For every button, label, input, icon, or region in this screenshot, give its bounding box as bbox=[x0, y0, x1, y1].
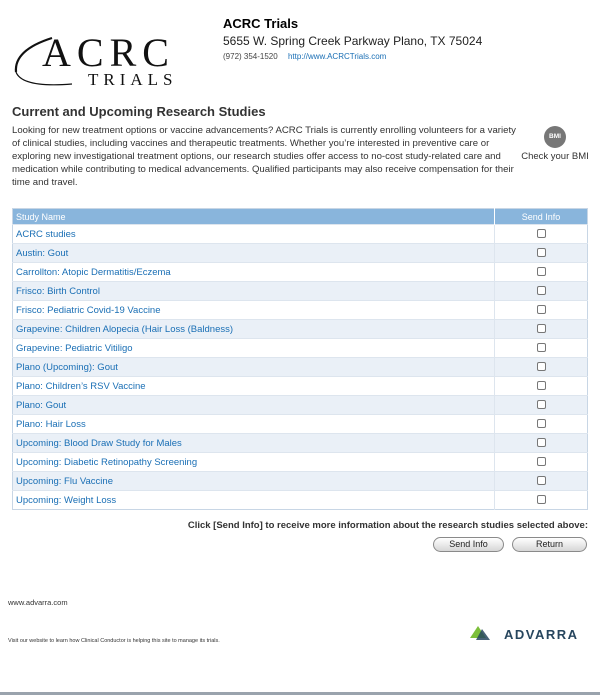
study-link[interactable]: Frisco: Pediatric Covid-19 Vaccine bbox=[16, 304, 161, 316]
table-row bbox=[13, 320, 588, 339]
send-info-cell bbox=[495, 453, 588, 472]
study-link[interactable]: Upcoming: Weight Loss bbox=[16, 494, 117, 506]
send-info-checkbox[interactable] bbox=[537, 400, 546, 409]
study-link[interactable]: Plano: Gout bbox=[16, 399, 67, 411]
study-name-cell bbox=[13, 358, 495, 377]
table-row bbox=[13, 358, 588, 377]
send-info-cell bbox=[495, 339, 588, 358]
org-contact bbox=[223, 52, 482, 61]
table-row bbox=[13, 491, 588, 510]
study-link[interactable]: Upcoming: Diabetic Retinopathy Screening bbox=[16, 456, 198, 468]
intro-text: Looking for new treatment options or vaccine advancements? ACRC Trials is currently enrolling volunteers for a variety of clinical studies, including vaccines and therapeutic treatments. Whether you’re interested in preventive care or exploring new investigational treatment options, our research studies offer access to no-cost study-related care and medication while contributing to medical advancements. Qualified participants may also receive compensation for their time and travel. bbox=[12, 125, 516, 188]
study-link[interactable]: Plano: Hair Loss bbox=[16, 418, 86, 430]
study-link[interactable]: Austin: Gout bbox=[16, 247, 69, 259]
send-info-cell bbox=[495, 282, 588, 301]
logo-sub-text: TRIALS bbox=[88, 70, 178, 89]
table-header-row bbox=[13, 209, 588, 225]
send-info-checkbox[interactable] bbox=[537, 305, 546, 314]
send-info-checkbox[interactable] bbox=[537, 248, 546, 257]
study-link[interactable]: Grapevine: Children Alopecia (Hair Loss (Baldness) bbox=[16, 323, 234, 335]
send-info-cell bbox=[495, 301, 588, 320]
study-name-cell bbox=[13, 320, 495, 339]
send-info-checkbox[interactable] bbox=[537, 286, 546, 295]
study-name-cell bbox=[13, 282, 495, 301]
table-row bbox=[13, 377, 588, 396]
table-row bbox=[13, 453, 588, 472]
send-info-checkbox[interactable] bbox=[537, 324, 546, 333]
send-info-checkbox[interactable] bbox=[537, 476, 546, 485]
logo-main-text: ACRC bbox=[42, 30, 175, 75]
send-info-cell bbox=[495, 225, 588, 244]
study-name-cell bbox=[13, 225, 495, 244]
send-info-checkbox[interactable] bbox=[537, 381, 546, 390]
table-row bbox=[13, 301, 588, 320]
send-info-checkbox[interactable] bbox=[537, 267, 546, 276]
send-info-checkbox[interactable] bbox=[537, 229, 546, 238]
send-info-cell bbox=[495, 415, 588, 434]
send-info-checkbox[interactable] bbox=[537, 419, 546, 428]
send-info-cell bbox=[495, 244, 588, 263]
send-info-cell bbox=[495, 358, 588, 377]
study-link[interactable]: Upcoming: Flu Vaccine bbox=[16, 475, 113, 487]
studies-table bbox=[12, 208, 588, 510]
study-link[interactable]: ACRC studies bbox=[16, 228, 76, 240]
study-link[interactable]: Upcoming: Blood Draw Study for Males bbox=[16, 437, 182, 449]
table-row bbox=[13, 282, 588, 301]
study-link[interactable]: Frisco: Birth Control bbox=[16, 285, 100, 297]
send-info-checkbox[interactable] bbox=[537, 457, 546, 466]
study-link[interactable]: Grapevine: Pediatric Vitiligo bbox=[16, 342, 133, 354]
study-name-cell bbox=[13, 339, 495, 358]
send-info-cell bbox=[495, 472, 588, 491]
study-link[interactable]: Carrollton: Atopic Dermatitis/Eczema bbox=[16, 266, 171, 278]
send-info-cell bbox=[495, 491, 588, 510]
column-header-study-name: Study Name bbox=[16, 211, 66, 222]
advarra-mark-icon bbox=[470, 626, 494, 640]
send-info-cell bbox=[495, 396, 588, 415]
send-info-button[interactable]: Send Info bbox=[433, 537, 504, 552]
study-name-cell bbox=[13, 244, 495, 263]
bmi-link[interactable] bbox=[520, 126, 590, 162]
send-info-cell bbox=[495, 377, 588, 396]
send-info-checkbox[interactable] bbox=[537, 343, 546, 352]
acrc-trials-logo bbox=[12, 28, 212, 92]
table-row bbox=[13, 225, 588, 244]
study-name-cell bbox=[13, 434, 495, 453]
study-link[interactable]: Plano: Children’s RSV Vaccine bbox=[16, 380, 146, 392]
table-row bbox=[13, 415, 588, 434]
footer-site-link[interactable]: www.advarra.com bbox=[8, 598, 68, 607]
study-name-cell bbox=[13, 396, 495, 415]
bmi-label[interactable]: Check your BMI bbox=[521, 151, 589, 162]
column-header-send-info: Send Info bbox=[495, 209, 588, 225]
table-row bbox=[13, 244, 588, 263]
send-info-cell bbox=[495, 434, 588, 453]
table-row bbox=[13, 396, 588, 415]
study-name-cell bbox=[13, 472, 495, 491]
study-name-cell bbox=[13, 377, 495, 396]
table-row bbox=[13, 434, 588, 453]
org-address: 5655 W. Spring Creek Parkway Plano, TX 75024 bbox=[223, 34, 483, 48]
send-info-instruction: Click [Send Info] to receive more information about the research studies selected above: bbox=[187, 520, 588, 531]
table-row bbox=[13, 263, 588, 282]
study-name-cell bbox=[13, 491, 495, 510]
org-phone: (972) 354-1520 bbox=[223, 52, 278, 61]
table-row bbox=[13, 472, 588, 491]
study-link[interactable]: Plano (Upcoming): Gout bbox=[16, 361, 118, 373]
org-website-link[interactable]: http://www.ACRCTrials.com bbox=[287, 52, 387, 61]
page-title: Current and Upcoming Research Studies bbox=[12, 104, 266, 119]
study-name-cell bbox=[13, 415, 495, 434]
study-name-cell bbox=[13, 453, 495, 472]
study-name-cell bbox=[13, 263, 495, 282]
study-name-cell bbox=[13, 301, 495, 320]
send-info-checkbox[interactable] bbox=[537, 362, 546, 371]
return-button[interactable]: Return bbox=[512, 537, 587, 552]
org-name: ACRC Trials bbox=[223, 16, 299, 31]
send-info-cell bbox=[495, 320, 588, 339]
send-info-checkbox[interactable] bbox=[537, 495, 546, 504]
org-info bbox=[223, 16, 482, 61]
send-info-cell bbox=[495, 263, 588, 282]
table-row bbox=[13, 339, 588, 358]
bmi-icon[interactable]: BMI bbox=[544, 126, 566, 148]
send-info-checkbox[interactable] bbox=[537, 438, 546, 447]
advarra-wordmark: ADVARRA bbox=[504, 627, 579, 642]
footer-visit-text: Visit our website to learn how Clinical Conductor is helping this site to manage its trials. bbox=[8, 638, 220, 644]
